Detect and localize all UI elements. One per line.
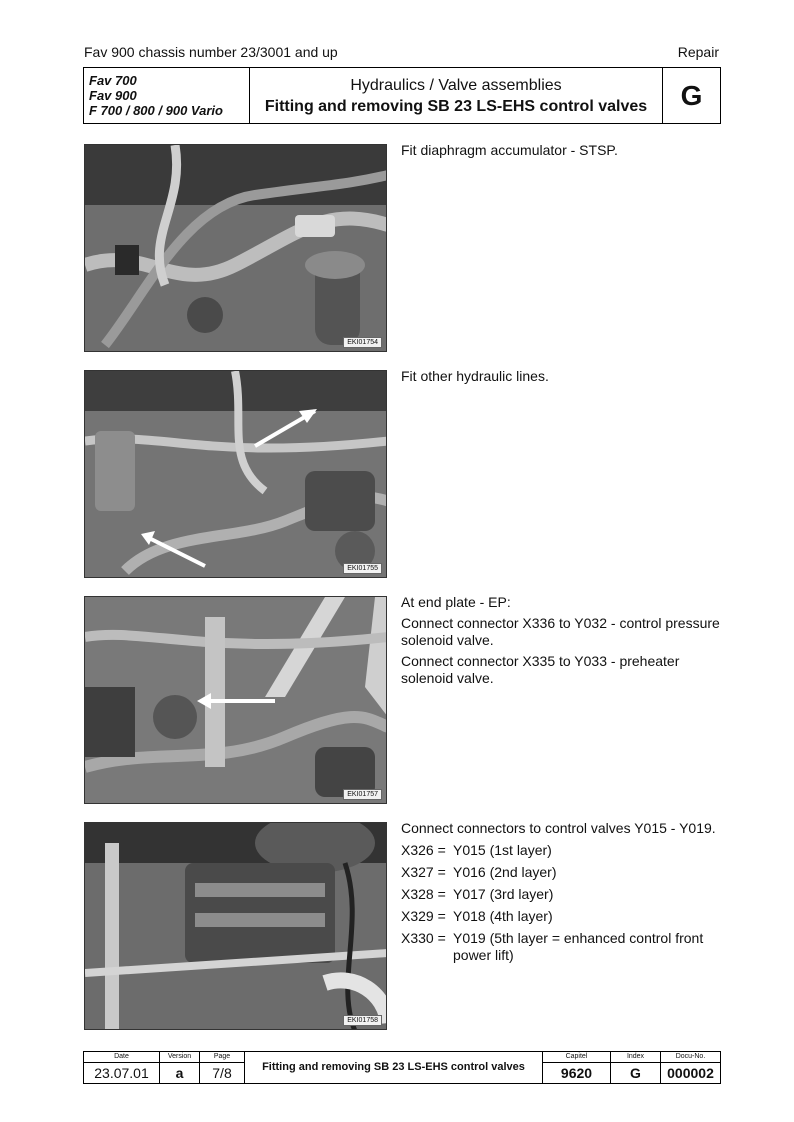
image-code: EKI01757	[343, 789, 382, 800]
footer-date-cell	[84, 1052, 160, 1083]
connector-mapping-row	[401, 908, 731, 925]
footer-date: 23.07.01	[94, 1065, 149, 1081]
instruction-line: Connect connector X336 to Y032 - control pressure solenoid valve.	[401, 615, 720, 648]
connector-mapping-row	[401, 886, 731, 903]
image-code: EKI01754	[343, 337, 382, 348]
photo-control-valve-connectors	[84, 822, 387, 1030]
footer-version-cell	[160, 1052, 200, 1083]
valve-id: Y015 (1st layer)	[453, 842, 552, 858]
footer-label: Index	[611, 1052, 660, 1063]
footer-title: Fitting and removing SB 23 LS-EHS control valves	[245, 1052, 543, 1083]
instruction-line: Connect connectors to control valves Y015 - Y019.	[401, 820, 716, 836]
connector-id: X328 =	[401, 886, 446, 902]
connector-mapping-row	[401, 864, 731, 881]
connector-id: X327 =	[401, 864, 446, 880]
footer-label: Docu-No.	[661, 1052, 720, 1063]
step-1-text	[401, 142, 731, 163]
connector-id: X329 =	[401, 908, 446, 924]
footer-table	[83, 1051, 721, 1084]
footer-label: Date	[84, 1052, 159, 1063]
photo-hydraulic-lines	[84, 370, 387, 578]
footer-version: a	[175, 1065, 184, 1081]
valve-id: Y016 (2nd layer)	[453, 864, 557, 880]
instruction-line: Fit diaphragm accumulator - STSP.	[401, 142, 618, 158]
valve-id: Y019 (5th layer = enhanced control front power lift)	[453, 930, 704, 963]
running-header-category: Repair	[677, 44, 719, 60]
procedure-title: Fitting and removing SB 23 LS-EHS control valves	[264, 98, 648, 115]
section-title: Hydraulics / Valve assemblies	[350, 77, 562, 94]
instruction-line: At end plate - EP:	[401, 594, 511, 610]
model-name: Fav 700	[89, 73, 137, 88]
footer-label: Version	[160, 1052, 199, 1063]
instruction-line: Connect connector X335 to Y033 - preheater solenoid valve.	[401, 653, 680, 686]
instruction-line: Fit other hydraulic lines.	[401, 368, 549, 384]
footer-capitel: 9620	[560, 1065, 593, 1081]
step-2-text	[401, 368, 731, 389]
connector-id: X330 =	[401, 930, 446, 946]
footer-capitel-cell	[543, 1052, 611, 1083]
footer-label: Page	[200, 1052, 244, 1063]
image-code: EKI01755	[343, 563, 382, 574]
valve-id: Y018 (4th layer)	[453, 908, 553, 924]
model-name: Fav 900	[89, 88, 137, 103]
section-letter: G	[662, 68, 720, 123]
photo-diaphragm-accumulator	[84, 144, 387, 352]
footer-page: 7/8	[212, 1065, 232, 1081]
connector-mapping-row	[401, 930, 731, 964]
step-4-text	[401, 820, 731, 969]
footer-page-cell	[200, 1052, 245, 1083]
footer-docu-cell	[661, 1052, 720, 1083]
photo-end-plate-connectors	[84, 596, 387, 804]
connector-mapping-row	[401, 842, 731, 859]
footer-docu-number: 000002	[667, 1065, 714, 1081]
model-name: F 700 / 800 / 900 Vario	[89, 103, 223, 118]
document-title	[250, 68, 662, 123]
image-code: EKI01758	[343, 1015, 382, 1026]
footer-label: Capitel	[543, 1052, 610, 1063]
model-list	[84, 68, 250, 123]
running-header-title: Fav 900 chassis number 23/3001 and up	[84, 44, 338, 60]
step-3-text	[401, 594, 731, 691]
valve-id: Y017 (3rd layer)	[453, 886, 554, 902]
connector-id: X326 =	[401, 842, 446, 858]
title-block	[83, 67, 721, 124]
footer-index: G	[630, 1065, 641, 1081]
footer-index-cell	[611, 1052, 661, 1083]
